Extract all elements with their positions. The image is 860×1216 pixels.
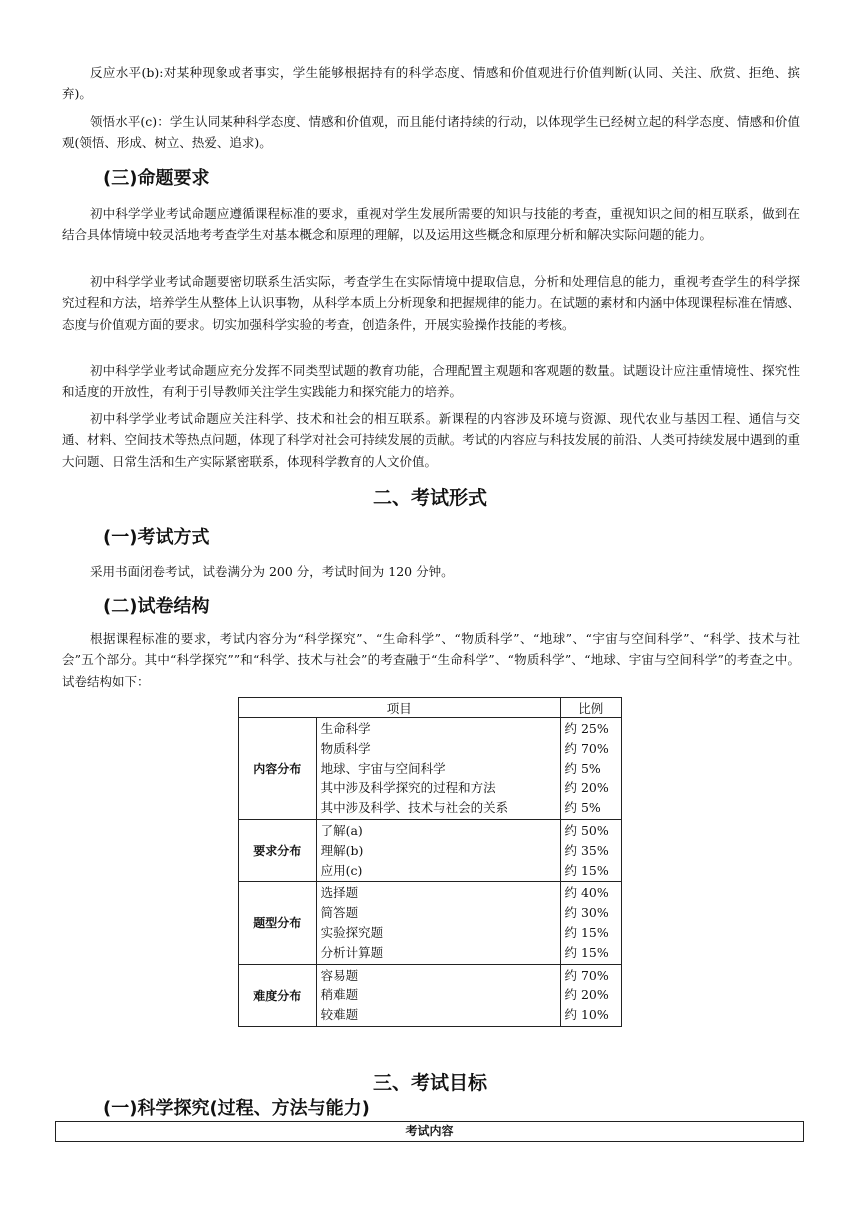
- table-ratio: 约 35%: [564, 842, 609, 858]
- table-item: 分析计算题: [320, 944, 384, 960]
- table-header-row: [239, 698, 622, 718]
- section-heading-exam-method: (一)考试方式: [103, 527, 210, 548]
- paragraph-requirements-2: 初中科学学业考试命题要密切联系生活实际，考查学生在实际情境中提取信息，分析和处理信息的能力，重视考查学生的科学探究过程和方法，培养学生从整体上认识事物，从科学本质上分析现象和把握规律的能力。在试题的素材和内涵中体现课程标准在情感、态度与价值观方面的要求。切实加强科学实验的考查，创造条件，开展实验操作技能的考核。: [62, 274, 800, 332]
- chapter-heading-exam-form: 二、考试形式: [372, 487, 487, 509]
- section-heading-requirements: (三)命题要求: [103, 168, 210, 189]
- table-row: [239, 718, 622, 820]
- table-item: 其中涉及科学、技术与社会的关系: [320, 800, 509, 816]
- items-cell: [316, 964, 560, 1026]
- table-ratio: 约 50%: [564, 822, 609, 838]
- table-row: [239, 882, 622, 964]
- table-ratio: 约 15%: [564, 924, 609, 940]
- items-cell: [316, 718, 560, 820]
- table-item: 其中涉及科学探究的过程和方法: [320, 780, 496, 796]
- table-row: [239, 964, 622, 1026]
- table-item: 容易题: [320, 967, 359, 983]
- table-header-item: 项目: [239, 698, 561, 718]
- paragraph-requirements-3: 初中科学学业考试命题应充分发挥不同类型试题的教育功能，合理配置主观题和客观题的数量。试题设计应注重情境性、探究性和适度的开放性，有利于引导教师关注学生实践能力和探究能力的培养。: [62, 363, 800, 400]
- table-ratio: 约 15%: [564, 944, 609, 960]
- table-header-ratio: 比例: [560, 698, 622, 718]
- exam-content-table-header: 考试内容: [55, 1121, 804, 1142]
- paper-structure-table: [238, 697, 622, 1027]
- items-cell: [316, 882, 560, 964]
- category-cell: 难度分布: [239, 964, 317, 1026]
- table-row: [239, 819, 622, 881]
- ratios-cell: [560, 819, 622, 881]
- paragraph-exam-method: 采用书面闭卷考试，试卷满分为 200 分，考试时间为 120 分钟。: [90, 564, 454, 579]
- table-item: 生命科学: [320, 721, 371, 736]
- section-heading-paper-structure: (二)试卷结构: [103, 596, 210, 617]
- category-cell: 题型分布: [239, 882, 317, 964]
- table-item: 较难题: [320, 1007, 359, 1023]
- table-item: 了解(a): [320, 822, 363, 838]
- table-item: 稍难题: [320, 987, 359, 1003]
- ratios-cell: [560, 718, 622, 820]
- table-item: 理解(b): [320, 842, 364, 858]
- table-item: 物质科学: [320, 740, 371, 756]
- paragraph-requirements-4: 初中科学学业考试命题应关注科学、技术和社会的相互联系。新课程的内容涉及环境与资源、现代农业与基因工程、通信与交通、材料、空间技术等热点问题，体现了科学对社会可持续发展的贡献。考试的内容应与科技发展的前沿、人类可持续发展中遇到的重大问题、日常生活和生产实际紧密联系，体现科学教育的人文价值。: [62, 411, 800, 469]
- category-cell: 要求分布: [239, 819, 317, 881]
- table-ratio: 约 20%: [564, 780, 609, 796]
- table-ratio: 约 70%: [564, 740, 609, 756]
- paragraph-insight-level: 领悟水平(c)：学生认同某种科学态度、情感和价值观，而且能付诸持续的行动，以体现学生已经树立起的科学态度、情感和价值观(领悟、形成、树立、热爱、追求)。: [62, 114, 800, 151]
- chapter-heading-exam-goals: 三、考试目标: [372, 1072, 487, 1094]
- paragraph-paper-structure: 根据课程标准的要求，考试内容分为“科学探究”、“生命科学”、“物质科学”、“地球”、“宇宙与空间科学”、“科学、技术与社会”五个部分。其中“科学探究””和“科学、技术与社会”的考查融于“生命科学”、“物质科学”、“地球、宇宙与空间科学”的考查之中。试卷结构如下：: [62, 631, 800, 689]
- table-item: 选择题: [320, 885, 359, 901]
- table-ratio: 约 70%: [564, 967, 609, 983]
- paragraph-reaction-level: 反应水平(b):对某种现象或者事实，学生能够根据持有的科学态度、情感和价值观进行价值判断(认同、关注、欣赏、拒绝、摈弃)。: [62, 65, 800, 102]
- table-ratio: 约 5%: [564, 800, 601, 816]
- section-heading-scientific-inquiry: (一)科学探究(过程、方法与能力): [103, 1098, 370, 1119]
- paragraph-requirements-1: 初中科学学业考试命题应遵循课程标准的要求，重视对学生发展所需要的知识与技能的考查，重视知识之间的相互联系，做到在结合具体情境中较灵活地考考查学生对基本概念和原理的理解，以及运用这些概念和原理分析和解决实际问题的能力。: [62, 206, 800, 243]
- table-ratio: 约 40%: [564, 885, 609, 901]
- table-ratio: 约 30%: [564, 905, 609, 921]
- table-item: 地球、宇宙与空间科学: [320, 760, 446, 776]
- table-ratio: 约 5%: [564, 760, 601, 776]
- table-ratio: 约 25%: [564, 721, 609, 736]
- ratios-cell: [560, 964, 622, 1026]
- table-ratio: 约 10%: [564, 1007, 609, 1023]
- table-ratio: 约 15%: [564, 862, 609, 878]
- table-item: 实验探究题: [320, 924, 384, 940]
- table-item: 简答题: [320, 905, 359, 921]
- category-cell: 内容分布: [239, 718, 317, 820]
- table-ratio: 约 20%: [564, 987, 609, 1003]
- items-cell: [316, 819, 560, 881]
- ratios-cell: [560, 882, 622, 964]
- table-item: 应用(c): [320, 862, 363, 878]
